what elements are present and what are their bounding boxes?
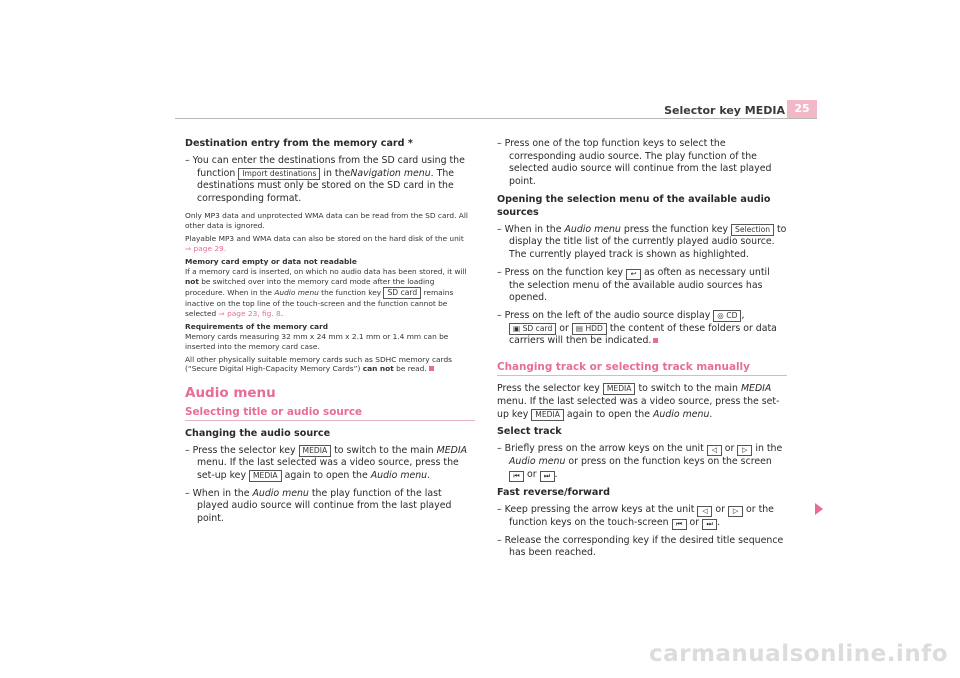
step-select-track: – Briefly press on the arrow keys on the unit ◁ or ▷ in the Audio menu or press on the function keys on the screen ⏮ or ⏭ . [497, 443, 783, 480]
skip-back-icon[interactable]: ⏮ [672, 519, 687, 530]
para-press-media: Press the selector key MEDIA to switch to the main MEDIA menu. If the last selected was a video source, press the set-up key MEDIA again to open the Audio menu. [497, 383, 780, 420]
skip-forward-icon[interactable]: ⏭ [702, 519, 717, 530]
right-column [497, 138, 787, 565]
step-audio-menu-continue: – When in the Audio menu the play function of the last played audio source will continue from the last played point. [185, 487, 452, 525]
subsection-title-changing-track: Changing track or selecting track manually [497, 360, 787, 376]
step-release-key: – Release the corresponding key if the desired title sequence has been reached. [497, 534, 784, 559]
note-heading-requirements: Requirements of the memory card [185, 321, 329, 331]
section-end-icon [429, 366, 434, 371]
note-mp3-wma: Only MP3 data and unprotected WMA data can be read from the SD card. All other data is ignored. [185, 210, 468, 230]
media-setup-key[interactable]: MEDIA [249, 470, 282, 482]
skip-forward-icon[interactable]: ⏭ [540, 471, 555, 482]
note-card-empty: If a memory card is inserted, on which no audio data has been stored, it will not be switched over into the memory card mode after the loading procedure. When in the Audio menu the function key SD card remains inactive on the top line of the touch-screen and the function cannot be selected ⇒ page 23, fig. 8. [185, 266, 467, 318]
note-card-size: Memory cards measuring 32 mm x 24 mm x 2.1 mm or 1.4 mm can be inserted into the memory card case. [185, 331, 449, 351]
page-header-title: Selector key MEDIA [664, 104, 785, 117]
hdd-source-key[interactable]: ▤ HDD [572, 323, 607, 335]
import-destinations-key[interactable]: Import destinations [238, 168, 320, 180]
section-title-audio-menu: Audio menu [185, 385, 276, 402]
skip-back-icon[interactable]: ⏮ [509, 471, 524, 482]
heading-fast-reverse-forward: Fast reverse/forward [497, 486, 610, 498]
heading-opening-selection-menu: Opening the selection menu of the available audio sources [497, 193, 771, 218]
heading-destination-entry: Destination entry from the memory card * [185, 138, 413, 149]
header-divider [175, 118, 817, 119]
sd-card-source-key[interactable]: ▣ SD card [509, 323, 556, 335]
arrow-right-icon[interactable]: ▷ [728, 506, 743, 517]
back-icon[interactable]: ↩ [626, 269, 641, 280]
media-setup-key[interactable]: MEDIA [531, 409, 564, 421]
heading-select-track: Select track [497, 426, 562, 438]
step-audio-source-display: – Press on the left of the audio source display ◎ CD , ▣ SD card or ▤ HDD the content of these folders or data carriers will then be indicated. [497, 310, 777, 347]
media-key[interactable]: MEDIA [299, 445, 332, 457]
media-key[interactable]: MEDIA [603, 383, 636, 395]
note-playable-data: Playable MP3 and WMA data can also be stored on the hard disk of the unit ⇒ page 29. [185, 233, 464, 253]
page-29-link[interactable]: ⇒ page 29. [185, 243, 227, 253]
sd-card-key[interactable]: SD card [383, 287, 421, 299]
left-column [185, 138, 475, 531]
watermark-text: carmanualsonline.info [648, 640, 948, 667]
next-page-arrow-icon [815, 503, 823, 515]
page-number-badge: 25 [787, 100, 817, 118]
step-fast-reverse-forward: – Keep pressing the arrow keys at the unit ◁ or ▷ or the function keys on the touch-screen ⏮ or ⏭ . [497, 503, 774, 528]
arrow-left-icon[interactable]: ◁ [707, 445, 722, 456]
step-selection-key: – When in the Audio menu press the function key Selection to display the title list of the currently played audio source. The currently played track is shown as highlighted. [497, 223, 787, 260]
note-heading-card-empty: Memory card empty or data not readable [185, 256, 357, 266]
arrow-right-icon[interactable]: ▷ [737, 445, 752, 456]
page-23-fig-8-link[interactable]: ⇒ page 23, fig. 8 [218, 308, 281, 318]
selection-key[interactable]: Selection [731, 224, 774, 236]
section-end-icon [653, 338, 658, 343]
note-sdhc: All other physically suitable memory cards such as SDHC memory cards (“Secure Digital High-Capacity Memory Cards”) can not be read. [185, 354, 452, 374]
subsection-title-selecting-title: Selecting title or audio source [185, 405, 475, 421]
step-top-function-keys: – Press one of the top function keys to select the corresponding audio source. The play function of the selected audio source will continue from the last played point. [497, 138, 772, 188]
heading-changing-audio-source: Changing the audio source [185, 427, 331, 439]
arrow-left-icon[interactable]: ◁ [697, 506, 712, 517]
step-import-destinations: – You can enter the destinations from the SD card using the function Import destinations in theNavigation menu. The destinations must only be stored on the SD card in the corresponding format. [185, 154, 465, 204]
cd-source-key[interactable]: ◎ CD [713, 310, 741, 322]
step-back-key: – Press on the function key ↩ as often as necessary until the selection menu of the available audio sources has opened. [497, 266, 770, 304]
step-press-media: – Press the selector key MEDIA to switch to the main MEDIA menu. If the last selected was a video source, press the set-up key MEDIA again to open the Audio menu. [185, 444, 468, 482]
